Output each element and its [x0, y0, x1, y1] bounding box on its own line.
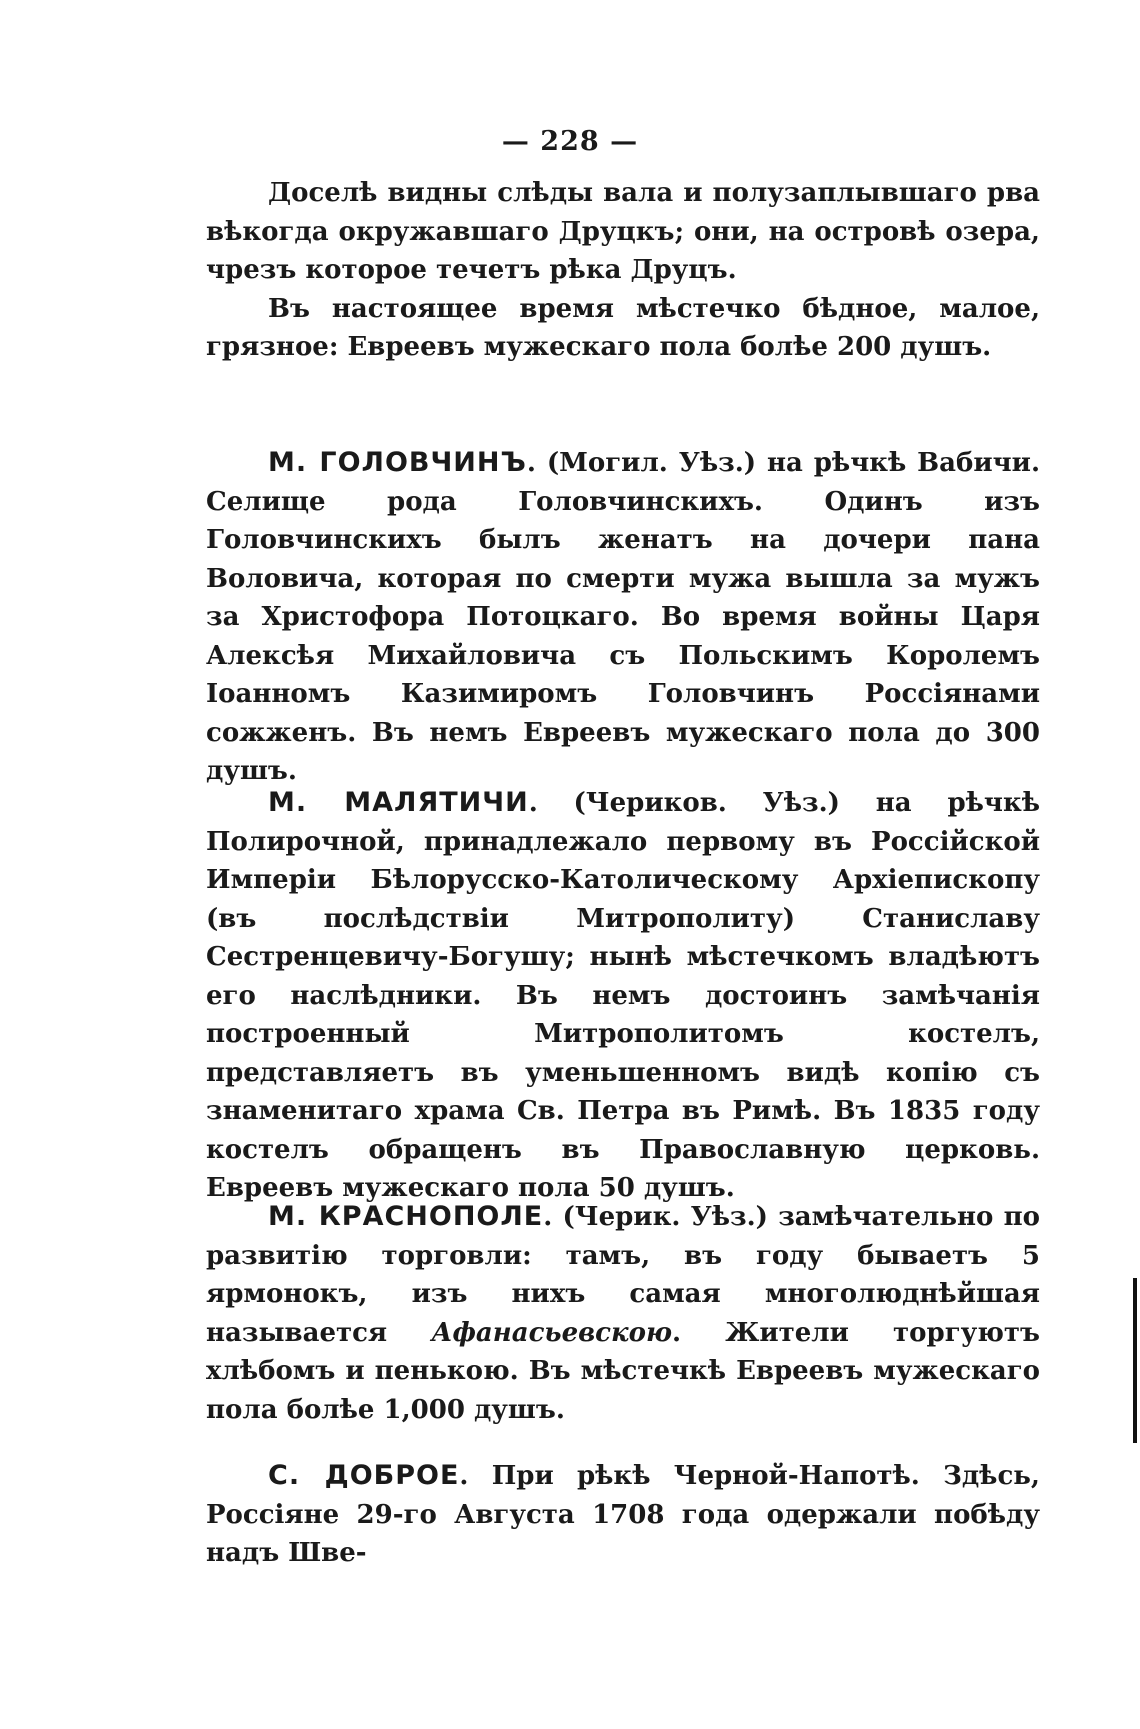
entry-dobroe-heading: С. ДОБРОЕ [268, 1460, 460, 1491]
entry-krasnopole [206, 1198, 1040, 1429]
entry-krasnopole-fair-name: Афанасьевскою [431, 1317, 672, 1348]
entry-golovchin-heading: М. ГОЛОВЧИНЪ [268, 447, 527, 478]
entry-krasnopole-text-before: . (Черик. Уѣз.) замѣчательно по развитію торговли: тамъ, въ году бываетъ 5 ярмонокъ, изъ нихъ самая многолюднѣйшая называется [206, 1202, 1040, 1348]
entry-malyatichi-heading: М. МАЛЯТИЧИ [268, 787, 529, 818]
entry-krasnopole-paragraph [206, 1198, 1040, 1429]
entry-dobroe-paragraph [206, 1457, 1040, 1573]
page-number: — 228 — [501, 126, 639, 157]
entry-krasnopole-heading: М. КРАСНОПОЛЕ [268, 1201, 544, 1232]
entry-golovchin-text: . (Могил. Уѣз.) на рѣчкѣ Вабичи. Селище рода Головчинскихъ. Одинъ изъ Головчинскихъ былъ женатъ на дочери пана Воловича, которая по смерти мужа вышла за мужъ за Христофора Потоцкаго. Во время войны Царя Алексѣя Михайловича съ Польскимъ Королемъ Іоанномъ Казимиромъ Головчинъ Россіянами сожженъ. Въ немъ Евреевъ мужескаго пола до 300 душъ. [206, 448, 1040, 786]
page-edge-shadow [1133, 1278, 1137, 1443]
entry-golovchin [206, 444, 1040, 791]
entry-malyatichi-text: . (Чериков. Уѣз.) на рѣчкѣ Полирочной, принадлежало первому въ Россійской Имперіи Бѣлорусско-Католическому Архіепископу (въ послѣдствіи Митрополиту) Станиславу Сестренцевичу-Богушу; нынѣ мѣстечкомъ владѣютъ его наслѣдники. Въ немъ достоинъ замѣчанія построенный Митрополитомъ костелъ, представляетъ въ уменьшенномъ видѣ копію съ знаменитаго храма Св. Петра въ Римѣ. Въ 1835 году костелъ обращенъ въ Православную церковь. Евреевъ мужескаго пола 50 душъ. [206, 788, 1041, 1203]
paragraph-drutsk-remains: Доселѣ видны слѣды вала и полузаплывшаго рва вѣкогда окружавшаго Друцкъ; они, на островѣ озера, чрезъ которое течетъ рѣка Друцъ. [206, 178, 1040, 285]
entry-malyatichi-paragraph [206, 784, 1040, 1208]
entry-dobroe [206, 1457, 1040, 1573]
entry-malyatichi [206, 784, 1040, 1208]
entry-dobroe-text: . При рѣкѣ Черной-Напотѣ. Здѣсь, Россіяне 29-го Августа 1708 года одержали побѣду надъ Шве- [206, 1461, 1040, 1568]
entry-krasnopole-text-after: . Жители торгуютъ хлѣбомъ и пенькою. Въ мѣстечкѣ Евреевъ мужескаго пола болѣе 1,000 душъ. [206, 1317, 1040, 1425]
paragraph-drutsk-present: Въ настоящее время мѣстечко бѣдное, малое, грязное: Евреевъ мужескаго пола болѣе 200 душъ. [206, 293, 1040, 362]
entry-golovchin-paragraph [206, 444, 1040, 791]
opening-section [206, 174, 1040, 367]
